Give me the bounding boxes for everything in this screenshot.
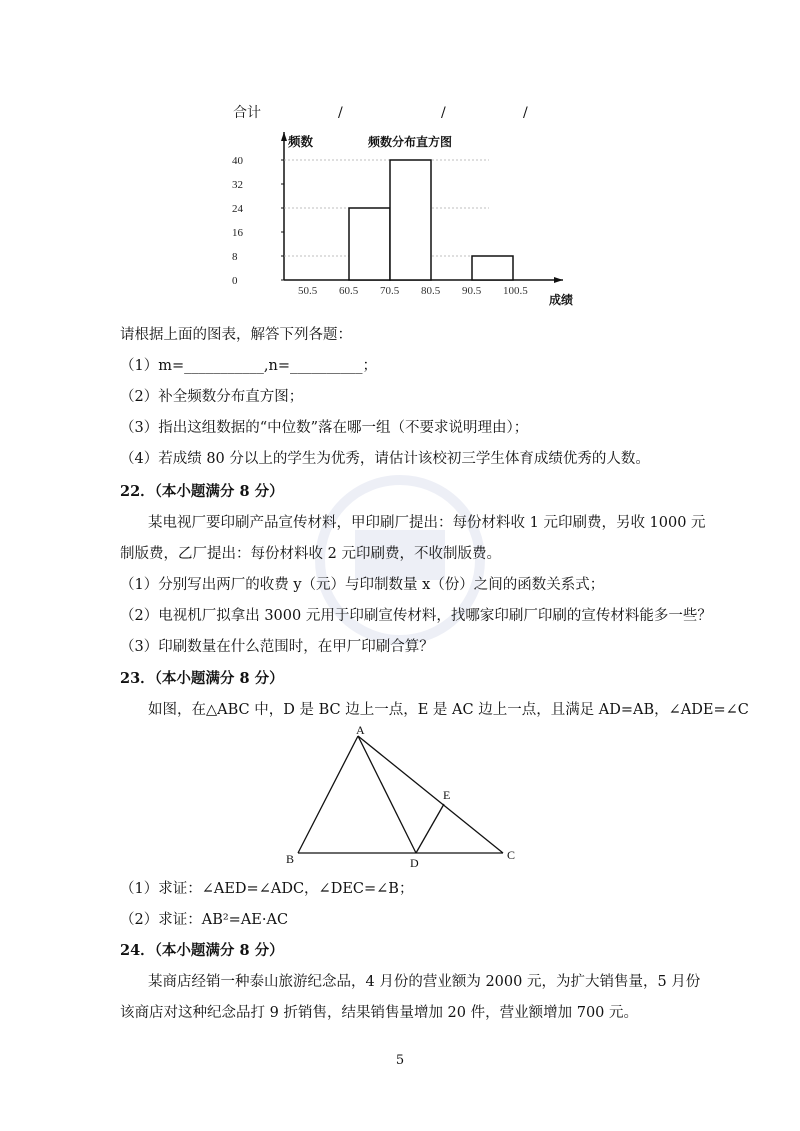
q22-stem-line-2: 制版费，乙厂提出：每份材料收 2 元印刷费，不收制版费。 [120, 546, 501, 562]
x-tick-label: 100.5 [503, 285, 528, 297]
q24-stem-line-1: 某商店经销一种泰山旅游纪念品，4 月份的营业额为 2000 元，为扩大销售量，5 月份 [148, 974, 701, 990]
y-tick-label: 8 [232, 251, 238, 263]
q21-item-1: （1）m=___________,n=__________； [120, 358, 377, 374]
q23-item-1: （1）求证：∠AED=∠ADC，∠DEC=∠B； [120, 881, 414, 897]
x-tick-label: 90.5 [462, 285, 482, 297]
q22-item-2: （2）电视机厂拟拿出 3000 元用于印刷宣传材料，找哪家印刷厂印刷的宣传材料能多一些？ [120, 608, 712, 624]
x-axis-arrow [554, 277, 563, 283]
y-axis-title: 频数 [288, 134, 314, 149]
y-tick-label: 16 [232, 227, 243, 239]
label-c: C [507, 848, 516, 862]
q21-item-2: （2）补全频数分布直方图； [120, 389, 304, 405]
x-tick-label: 80.5 [421, 285, 441, 297]
q22-item-3: （3）印刷数量在什么范围时，在甲厂印刷合算？ [120, 639, 434, 655]
page-number: 5 [395, 1053, 405, 1068]
q23-item-2: （2）求证：AB²=AE·AC [120, 912, 289, 928]
segment-de [416, 804, 444, 853]
q22-item-1: （1）分别写出两厂的收费 y（元）与印制数量 x（份）之间的函数关系式； [120, 577, 605, 593]
table-total-cell: / [523, 105, 528, 121]
table-total-row [0, 103, 800, 123]
segment-ad [358, 736, 416, 853]
y-tick-label: 40 [232, 155, 243, 167]
y-tick-label: 0 [232, 275, 238, 287]
q23-stem: 如图，在△ABC 中，D 是 BC 边上一点，E 是 AC 边上一点，且满足 AD=AB，∠ADE=∠C [148, 702, 749, 718]
y-axis-arrow [281, 132, 287, 141]
histogram-bar [390, 160, 431, 280]
label-a: A [356, 724, 365, 737]
x-tick-label: 50.5 [298, 285, 318, 297]
segment-ac [358, 736, 503, 853]
label-e: E [443, 788, 451, 802]
table-total-cell: / [441, 105, 446, 121]
q21-item-4: （4）若成绩 80 分以上的学生为优秀，请估计该校初三学生体育成绩优秀的人数。 [120, 451, 650, 467]
x-tick-label: 60.5 [339, 285, 359, 297]
chart-title: 频数分布直方图 [368, 135, 453, 149]
q21-item-3: （3）指出这组数据的“中位数”落在哪一组（不要求说明理由）； [120, 420, 529, 436]
label-d: D [410, 856, 419, 869]
table-total-cell: / [338, 105, 343, 121]
q24-stem-line-2: 该商店对这种纪念品打 9 折销售，结果销售量增加 20 件，营业额增加 700 元。 [120, 1005, 639, 1021]
histogram-bar [472, 256, 513, 280]
histogram-bar [349, 208, 390, 280]
q23-header: 23．（本小题满分 8 分） [120, 670, 284, 687]
x-tick-label: 70.5 [380, 285, 400, 297]
y-tick-label: 32 [232, 179, 243, 191]
q22-stem-line-1: 某电视厂要印刷产品宣传材料，甲印刷厂提出：每份材料收 1 元印刷费，另收 1000 元 [148, 515, 706, 531]
frequency-histogram [228, 128, 598, 310]
q22-header: 22．（本小题满分 8 分） [120, 483, 284, 500]
segment-ab [298, 736, 358, 853]
label-b: B [286, 852, 295, 866]
table-total-label: 合计 [233, 105, 261, 121]
x-axis-title: 成绩 [549, 293, 574, 307]
q24-header: 24．（本小题满分 8 分） [120, 942, 284, 959]
y-tick-label: 24 [232, 203, 243, 215]
triangle-figure [278, 724, 528, 869]
instructions: 请根据上面的图表，解答下列各题： [120, 327, 352, 343]
